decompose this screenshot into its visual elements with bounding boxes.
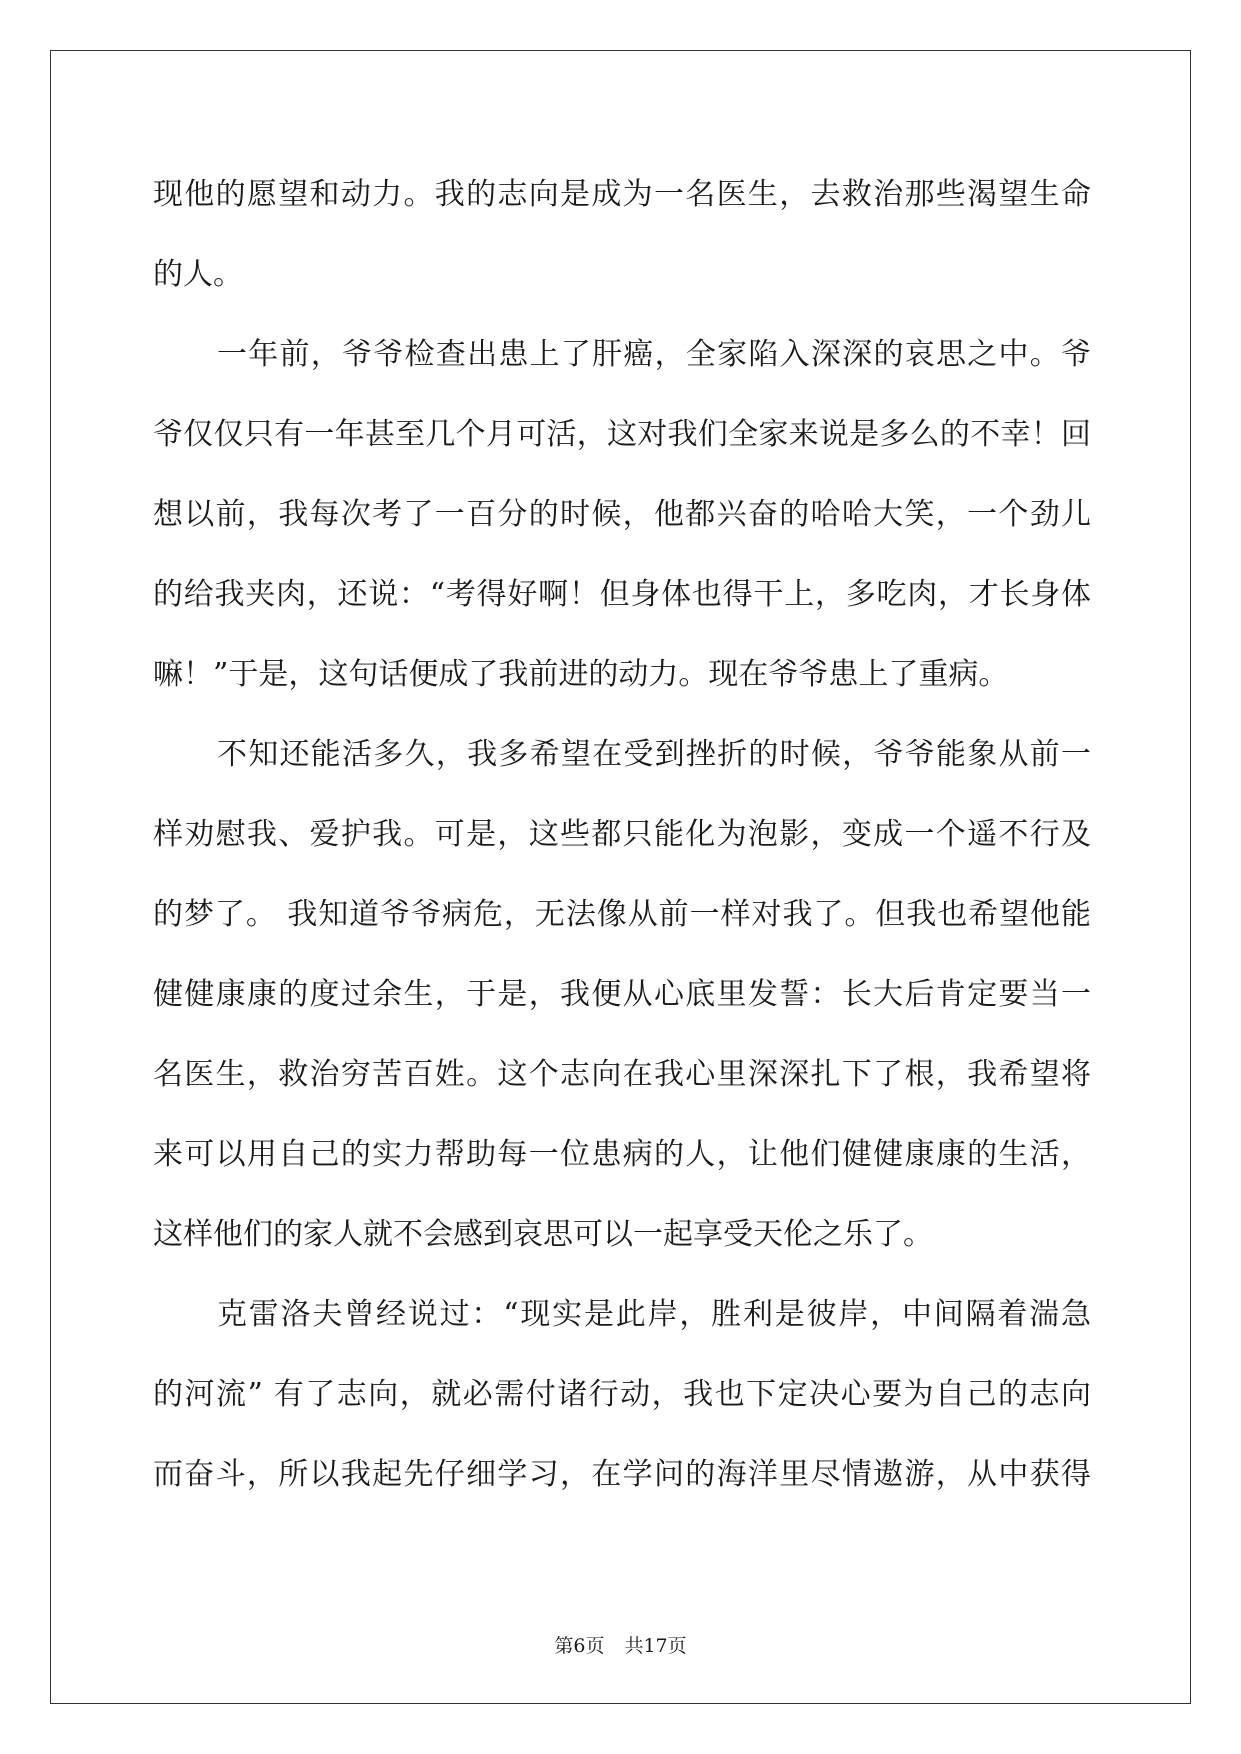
text-line: 的给我夹肉，还说：“考得好啊！但身体也得干上，多吃肉，才长身体	[153, 577, 1091, 612]
text-line: 来可以用自己的实力帮助每一位患病的人，让他们健健康康的生活，	[153, 1137, 1091, 1172]
text-line: 而奋斗，所以我起先仔细学习，在学问的海洋里尽情遨游，从中获得	[153, 1457, 1091, 1492]
text-line: 的人。	[153, 257, 243, 292]
page-footer	[0, 1631, 1241, 1658]
text-line: 健健康康的度过余生，于是，我便从心底里发誓：长大后肯定要当一	[153, 977, 1091, 1012]
text-line: 嘛！”于是，这句话便成了我前进的动力。现在爷爷患上了重病。	[153, 657, 1009, 692]
text-line: 现他的愿望和动力。我的志向是成为一名医生，去救治那些渴望生命	[153, 177, 1091, 212]
page-number: 第6页	[554, 1635, 605, 1657]
text-line: 名医生，救治穷苦百姓。这个志向在我心里深深扎下了根，我希望将	[153, 1057, 1091, 1092]
text-line: 一年前，爷爷检查出患上了肝癌，全家陷入深深的哀思之中。爷	[217, 337, 1091, 372]
text-line: 想以前，我每次考了一百分的时候，他都兴奋的哈哈大笑，一个劲儿	[153, 497, 1091, 532]
page-total: 共17页	[624, 1635, 687, 1657]
text-line: 的梦了。 我知道爷爷病危，无法像从前一样对我了。但我也希望他能	[153, 897, 1091, 932]
text-line: 爷仅仅只有一年甚至几个月可活，这对我们全家来说是多么的不幸！回	[153, 417, 1091, 452]
document-body	[153, 155, 1091, 1515]
text-line: 克雷洛夫曾经说过：“现实是此岸，胜利是彼岸，中间隔着湍急	[217, 1297, 1091, 1332]
text-line: 样劝慰我、爱护我。可是，这些都只能化为泡影，变成一个遥不行及	[153, 817, 1091, 852]
text-line: 这样他们的家人就不会感到哀思可以一起享受天伦之乐了。	[153, 1217, 933, 1252]
text-line: 不知还能活多久，我多希望在受到挫折的时候，爷爷能象从前一	[217, 737, 1091, 772]
text-line: 的河流” 有了志向，就必需付诸行动，我也下定决心要为自己的志向	[153, 1377, 1091, 1412]
